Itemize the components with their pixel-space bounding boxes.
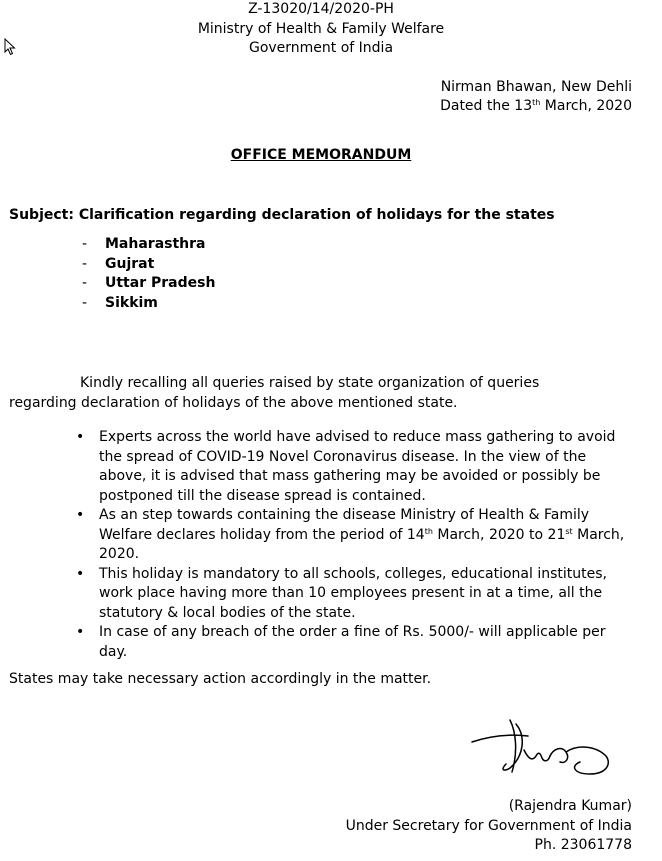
dash-icon: -: [82, 275, 88, 291]
bullet-icon: •: [76, 507, 85, 523]
list-item: - Gujrat: [82, 255, 215, 275]
memo-title: OFFICE MEMORANDUM: [230, 147, 412, 163]
signatory-name: (Rajendra Kumar): [508, 798, 632, 814]
dash-icon: -: [82, 236, 88, 252]
dash-icon: -: [82, 255, 88, 272]
signatory-designation: Under Secretary for Government of India: [345, 818, 632, 834]
list-item: • Experts across the world have advised to reduce mass gathering to avoid the spread of COVID-19 Novel Coronavirus disease. In the view of the above, it is advised that mass gathering may be avoided or possibly be postponed till the disease spread is contained.: [76, 429, 616, 504]
government-name: Government of India: [248, 40, 394, 56]
dash-icon: -: [82, 294, 88, 311]
points-list: [76, 428, 636, 662]
states-list: [82, 235, 215, 313]
bullet-icon: •: [76, 429, 85, 445]
list-item: • In case of any breach of the order a fine of Rs. 5000/- will applicable per day.: [76, 624, 606, 660]
signature-image: [470, 712, 620, 784]
file-number: Z-13020/14/2020-PH: [248, 1, 394, 17]
bullet-icon: •: [76, 624, 85, 640]
place: Nirman Bhawan, New Dehli: [440, 79, 632, 95]
date: Dated the 13th March, 2020: [440, 98, 632, 114]
list-item: • This holiday is mandatory to all schools, colleges, educational institutes, work place having more than 10 employees present in at a time, all the statutory & local bodies of the state.: [76, 565, 607, 621]
list-item: - Uttar Pradesh: [82, 274, 215, 294]
list-item: - Maharasthra: [82, 235, 215, 255]
subject-line: Subject: Clarification regarding declaration of holidays for the states: [9, 207, 555, 223]
list-item: • As an step towards containing the disease Ministry of Health & Family Welfare declares holiday from the period of 14th March, 2020 to 21st March, 2020.: [76, 507, 625, 562]
bullet-icon: •: [76, 565, 85, 582]
signatory-phone: Ph. 23061778: [534, 837, 632, 853]
closing-line: States may take necessary action accordingly in the matter.: [9, 671, 432, 687]
list-item: - Sikkim: [82, 294, 215, 314]
intro-paragraph: Kindly recalling all queries raised by state organization of queries regarding declaration of holidays of the above mentioned state.: [9, 375, 540, 411]
ministry-name: Ministry of Health & Family Welfare: [197, 21, 445, 37]
